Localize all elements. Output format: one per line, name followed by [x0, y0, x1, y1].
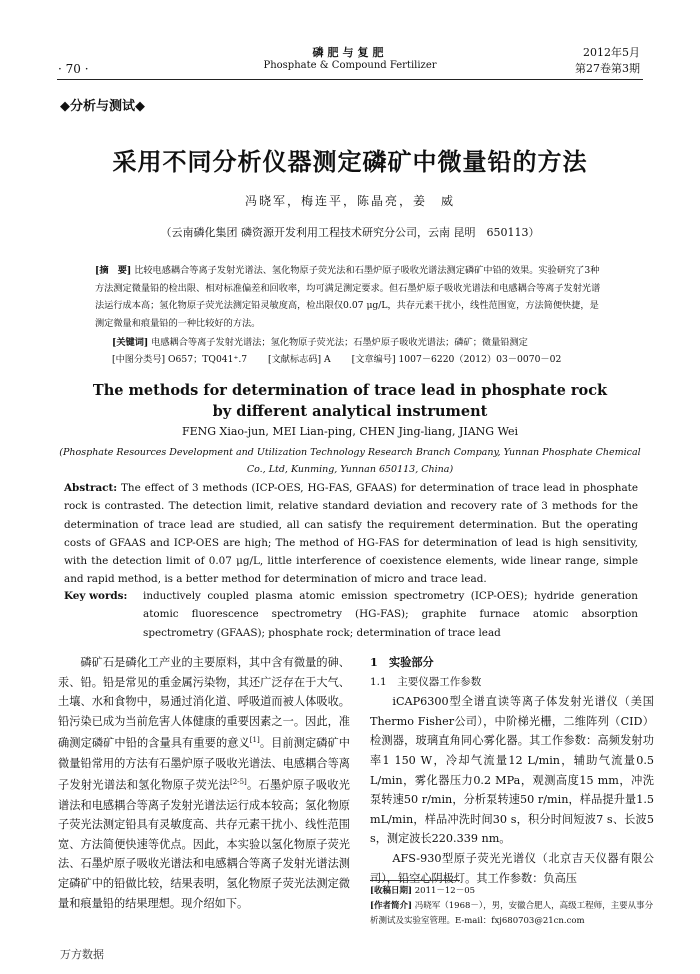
authors-en: FENG Xiao-jun, MEI Lian-ping, CHEN Jing-liang, JIANG Wei [181, 425, 519, 438]
author-bio-text: 冯晓军（1968－），男，安徽合肥人，高级工程师，主要从事分析测试及实验室管理。E-mail：fxj680703@21cn.com [370, 901, 654, 926]
affiliation-en-line1: (Phosphate Resources Development and Utilization Technology Research Branch Company, Yunnan Phosphate Chemical [59, 447, 641, 458]
instrument-paragraph-2: AFS-930型原子荧光光谱仪（北京吉天仪器有限公司），铅空心阴极灯。其工作参数：负高压 [370, 851, 654, 885]
clc-number: [中图分类号] O657；TQ041⁺.7 [112, 354, 248, 365]
section-heading: 1 实验部分 [370, 655, 434, 669]
authors-cn: 冯晓军，梅连平，陈晶亮，姜 威 [244, 194, 455, 208]
affiliation-en-line2: Co., Ltd, Kunming, Yunnan 650113, China) [246, 464, 454, 475]
title-en-line1: The methods for determination of trace lead in phosphate rock [92, 382, 608, 399]
abstract-cn [95, 262, 607, 332]
footnote [370, 884, 654, 929]
keywords-en [64, 587, 638, 642]
keywords-cn-label: [关键词] [112, 337, 149, 348]
keywords-cn [112, 334, 607, 351]
keywords-cn-text: 电感耦合等离子发射光谱法；氢化物原子荧光法；石墨炉原子吸收光谱法；磷矿；微量铅测定 [151, 337, 528, 348]
received-date [370, 884, 654, 899]
document-code: [文献标志码] A [268, 354, 331, 365]
keywords-en-label: Key words: [64, 590, 128, 602]
subsection-heading: 1.1 主要仪器工作参数 [370, 675, 482, 688]
footnote-rule [370, 880, 460, 881]
page-number: · 70 · [58, 62, 89, 76]
body-left-column [58, 653, 350, 913]
title-en-line2: by different analytical instrument [212, 403, 488, 420]
affiliation-en [0, 444, 700, 478]
abstract-en-label: Abstract: [64, 482, 118, 494]
keywords-en-text: inductively coupled plasma atomic emission spectrometry (ICP-OES); hydride generation atomic fluorescence spectrometry (HG-FAS); graphite furnace atomic absorption spectrometry (GFAAS); phosphate rock; determination of trace lead [143, 590, 638, 639]
section-tag: ◆分析与测试◆ [60, 99, 145, 114]
abstract-en [64, 479, 638, 589]
body-right-column [370, 653, 654, 888]
citation-1: [1] [249, 736, 260, 745]
article-number: [文章编号] 1007－6220（2012）03－0070－02 [351, 354, 562, 365]
header-rule [57, 79, 643, 80]
affiliation-cn: （云南磷化集团 磷资源开发利用工程技术研究分公司，云南 昆明 650113） [160, 226, 540, 239]
wanfang-watermark: 万方数据 [60, 948, 104, 961]
citation-2-5: [2-5] [230, 778, 247, 787]
intro-paragraph [58, 653, 350, 913]
author-bio [370, 899, 654, 929]
issue-date: 2012年5月 [583, 46, 640, 59]
abstract-cn-text: 比较电感耦合等离子发射光谱法、氢化物原子荧光法和石墨炉原子吸收光谱法测定磷矿中铅的效果。实验研究了3种方法测定微量铅的检出限、相对标准偏差和回收率，均可满足测定要求。但石墨炉原子吸收光谱法和电感耦合等离子发射光谱法运行成本高；氢化物原子荧光法测定铅灵敏度高，检出限仅0.07 μg/L，共存元素干扰小，线性范围宽，方法简便快捷，是测定微量和痕量铅的一种比较好的方法。 [95, 265, 601, 329]
issue-volume: 第27卷第3期 [575, 62, 640, 75]
received-value: 2011－12－05 [414, 886, 476, 896]
received-label: [收稿日期] [370, 886, 413, 896]
abstract-en-text: The effect of 3 methods (ICP-OES, HG-FAS, GFAAS) for determination of trace lead in phosphate rock is contrasted. The detection limit, relative standard deviation and recovery rate of 3 methods for the determination of trace lead are studied, all can satisfy the requirement determination. But the operating costs of GFAAS and ICP-OES are high; The method of HG-FAS for determination of lead is high sensitivity, with the detection limit of 0.07 μg/L, little interference of coexistence elements, wide linear range, simple and rapid method, is a better method for determination of micro and trace lead. [64, 482, 638, 586]
instrument-paragraph-1: iCAP6300型全谱直读等离子体发射光谱仪（美国Thermo Fisher公司），中阶梯光栅，二维阵列（CID）检测器，玻璃直角同心雾化器。其工作参数：高频发射功率1 150 W，冷却气流量12 L/min，辅助气流量0.5 L/min，雾化器压力0.2 MPa，观测高度15 mm，冲洗泵转速50 r/min，分析泵转速50 r/min，样品提升量1.5 mL/min，样品冲洗时间30 s，积分时间短波7 s、长波5 s，测定波长220.339 nm。 [370, 695, 654, 846]
journal-name-cn: 磷肥与复肥 [312, 46, 388, 59]
title-cn: 采用不同分析仪器测定磷矿中微量铅的方法 [112, 148, 588, 176]
classification-line [112, 351, 607, 368]
intro-text-c: 。石墨炉原子吸收光谱法和电感耦合等离子发射光谱法运行成本较高；氢化物原子荧光法测定铅具有灵敏度高、共存元素干扰小、线性范围宽、方法简便快速等优点。因此，本实验以氢化物原子荧光法、石墨炉原子吸收光谱法和电感耦合等离子发射光谱法测定磷矿中的铅做比较，结果表明，氢化物原子荧光法测定微量和痕量铅的结果理想。现介绍如下。 [58, 779, 350, 910]
intro-text-a: 磷矿石是磷化工产业的主要原料，其中含有微量的砷、汞、铅。铅是常见的重金属污染物，其还广泛存在于大气、土壤、水和食物中，易通过消化道、呼吸道而被人体吸收。铅污染已成为当前危害人体健康的重要因素之一。因此，准确测定磷矿中铅的含量具有重要的意义 [58, 656, 350, 751]
title-en [0, 380, 700, 422]
author-bio-label: [作者简介] [370, 901, 413, 911]
journal-name-en: Phosphate & Compound Fertilizer [263, 60, 437, 71]
intro-text-b: 。目前测定磷矿中微量铅常用的方法有石墨炉原子吸收光谱法、电感耦合等离子发射光谱法和氢化物原子荧光法 [58, 737, 350, 793]
abstract-cn-label: [摘 要] [95, 265, 132, 276]
